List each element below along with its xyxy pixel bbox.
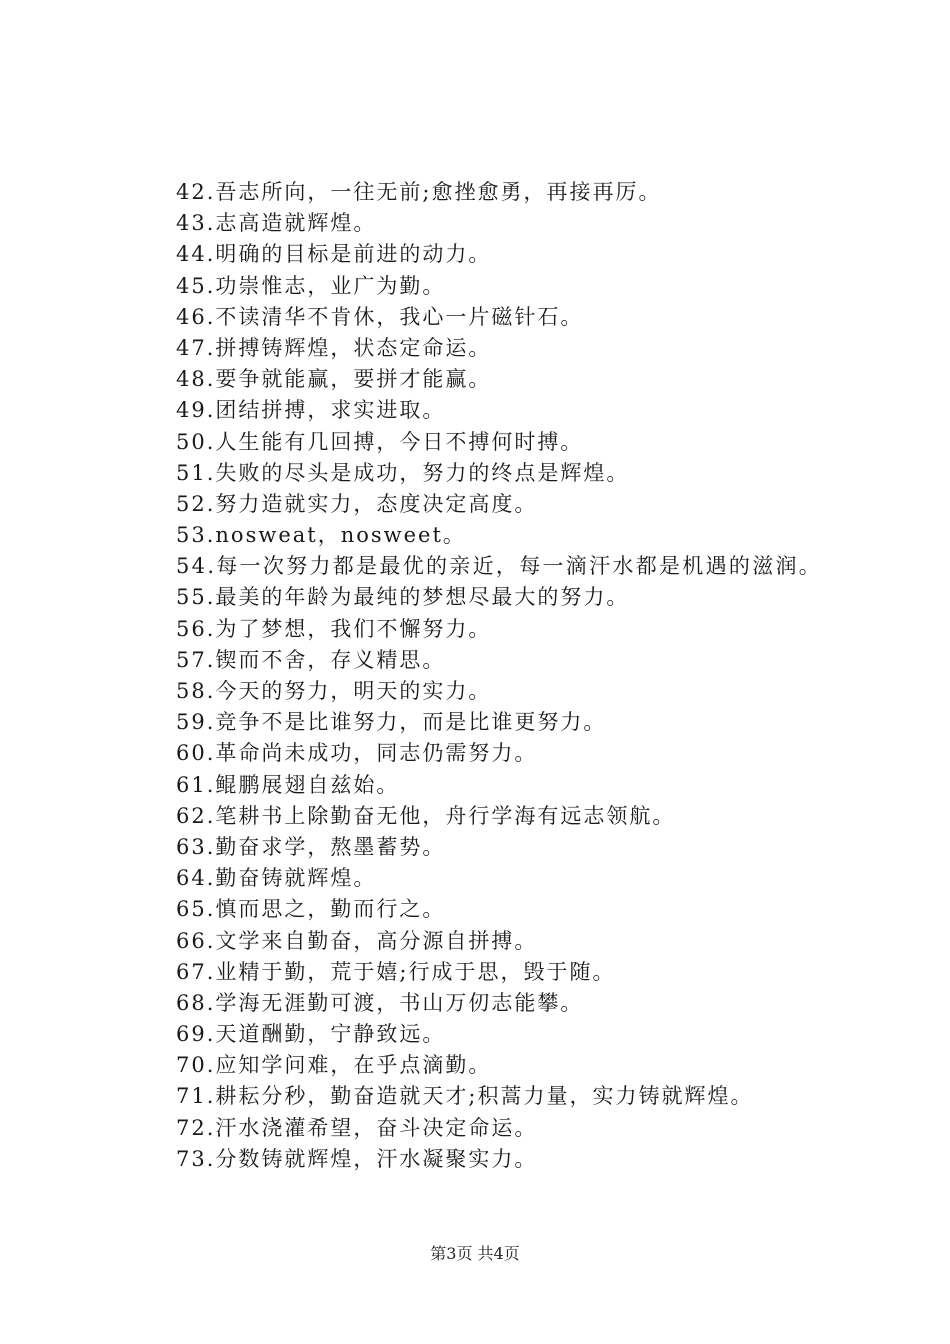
list-item: 46.不读清华不肯休，我心一片磁针石。	[176, 304, 584, 329]
list-item: 47.拼搏铸辉煌，状态定命运。	[176, 335, 492, 360]
list-item: 62.笔耕书上除勤奋无他，舟行学海有远志领航。	[176, 803, 676, 828]
slogan-list	[128, 177, 833, 1175]
list-item: 68.学海无涯勤可渡，书山万仞志能攀。	[176, 990, 584, 1015]
list-item: 51.失败的尽头是成功，努力的终点是辉煌。	[176, 460, 630, 485]
list-item: 52.努力造就实力，态度决定高度。	[176, 491, 538, 516]
list-item: 56.为了梦想，我们不懈努力。	[176, 616, 492, 641]
list-item: 44.明确的目标是前进的动力。	[176, 242, 492, 267]
list-item: 43.志高造就辉煌。	[176, 211, 377, 236]
list-item: 48.要争就能赢，要拼才能赢。	[176, 367, 492, 392]
list-item: 58.今天的努力，明天的实力。	[176, 679, 492, 704]
list-item: 60.革命尚未成功，同志仍需努力。	[176, 741, 538, 766]
list-item: 42.吾志所向，一往无前;愈挫愈勇，再接再厉。	[176, 180, 662, 204]
list-item: 45.功崇惟志，业广为勤。	[176, 273, 446, 298]
list-item: 49.团结拼搏，求实进取。	[176, 398, 446, 423]
list-item: 66.文学来自勤奋，高分源自拼搏。	[176, 928, 538, 953]
list-item: 53.nosweat，nosweet。	[176, 523, 466, 548]
list-item: 70.应知学问难，在乎点滴勤。	[176, 1053, 492, 1078]
page-number-footer: 第3页 共4页	[430, 1244, 520, 1263]
list-item: 63.勤奋求学，熬墨蓄势。	[176, 834, 446, 859]
list-item: 50.人生能有几回搏，今日不搏何时搏。	[176, 429, 584, 454]
list-item: 71.耕耘分秒，勤奋造就天才;积蒿力量，实力铸就辉煌。	[176, 1084, 754, 1109]
list-item: 65.慎而思之，勤而行之。	[176, 897, 446, 922]
list-item: 73.分数铸就辉煌，汗水凝聚实力。	[176, 1146, 538, 1171]
list-item: 55.最美的年龄为最纯的梦想尽最大的努力。	[176, 585, 630, 610]
list-item: 64.勤奋铸就辉煌。	[176, 866, 377, 891]
list-item: 69.天道酬勤，宁静致远。	[176, 1022, 446, 1047]
list-item: 67.业精于勤，荒于嬉;行成于思，毁于随。	[176, 959, 616, 984]
list-item: 57.锲而不舍，存义精思。	[176, 647, 446, 672]
list-item: 72.汗水浇灌希望，奋斗决定命运。	[176, 1115, 538, 1140]
list-item: 54.每一次努力都是最优的亲近，每一滴汗水都是机遇的滋润。	[176, 554, 823, 579]
list-item: 59.竞争不是比谁努力，而是比谁更努力。	[176, 710, 607, 735]
list-item: 61.鲲鹏展翅自兹始。	[176, 772, 400, 797]
